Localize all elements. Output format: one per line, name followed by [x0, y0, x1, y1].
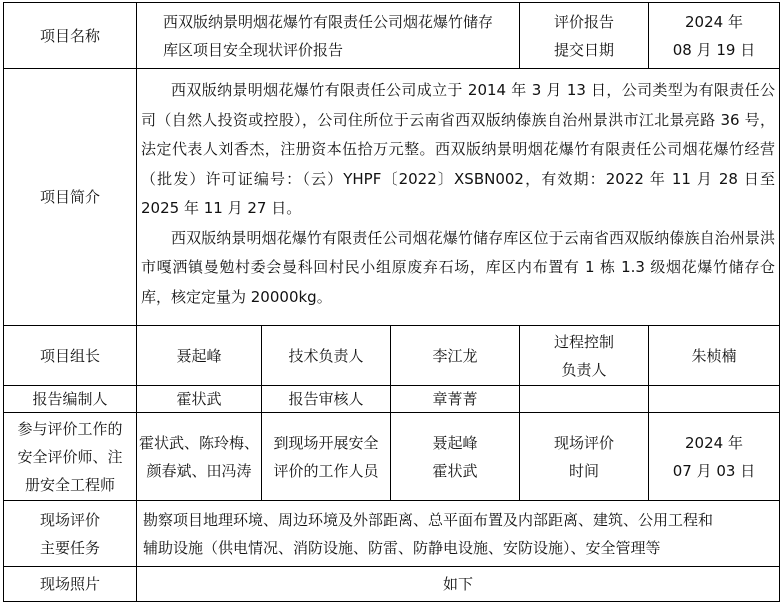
participants-label-line-2: 安全评价师、注: [17, 447, 123, 466]
team-leader-value: [137, 326, 262, 386]
tech-lead-name: 李江龙: [432, 346, 478, 365]
onsite-time-label: [520, 413, 649, 501]
project-name-value: [137, 3, 520, 69]
intro-paragraph-2: 西双版纳景明烟花爆竹有限责任公司烟花爆竹储存库区位于云南省西双版纳傣族自治州景洪市嘎洒镇曼勉村委会曼科回村民小组原废弃石场，库区内布置有 1 栋 1.3 级烟花爆竹储存仓库，核定定量为 20000kg。: [141, 228, 775, 306]
onsite-photos-value: [137, 567, 779, 601]
onsite-tasks-line-1: 勘察项目地理环境、周边环境及外部距离、总平面布置及内部距离、建筑、公用工程和: [143, 510, 714, 529]
onsite-time-year: 2024 年: [685, 433, 743, 452]
empty-cell-1: [520, 386, 649, 413]
evaluation-info-table: [3, 2, 780, 602]
report-reviewer-name: 章菁菁: [432, 390, 478, 408]
onsite-time-day: 07 月 03 日: [672, 461, 756, 480]
onsite-time-value: [649, 413, 779, 501]
report-reviewer-label-text: 报告审核人: [288, 390, 364, 408]
project-name-label-text: 项目名称: [39, 26, 100, 45]
onsite-tasks-label-line-2: 主要任务: [39, 538, 100, 557]
report-date-year: 2024 年: [685, 12, 743, 31]
report-reviewer-label: [262, 386, 391, 413]
project-intro-label-text: 项目简介: [39, 188, 100, 206]
team-leader-label-text: 项目组长: [39, 346, 100, 365]
report-author-label: [4, 386, 137, 413]
participants-line-2: 颜春斌、田冯涛: [146, 461, 252, 480]
project-name-line-2: 库区项目安全现状评价报告: [162, 40, 343, 59]
process-control-name: 朱桢楠: [691, 346, 737, 365]
report-author-label-text: 报告编制人: [32, 390, 108, 408]
participants-label-line-1: 参与评价工作的: [17, 419, 123, 438]
report-reviewer-value: [391, 386, 520, 413]
onsite-photos-text: 如下: [442, 575, 473, 593]
report-date-label-line-2: 提交日期: [553, 40, 614, 59]
report-date-label: [520, 3, 649, 69]
tech-lead-value: [391, 326, 520, 386]
onsite-photos-label: [4, 567, 137, 601]
team-leader-label: [4, 326, 137, 386]
process-control-label: [520, 326, 649, 386]
onsite-time-label-line-1: 现场评价: [553, 433, 614, 452]
participants-label: [4, 413, 137, 501]
onsite-photos-label-text: 现场照片: [39, 575, 100, 593]
onsite-staff-label-line-1: 到现场开展安全: [273, 433, 379, 452]
process-control-value: [649, 326, 779, 386]
team-leader-name: 聂起峰: [176, 346, 222, 365]
project-intro-body: [137, 69, 779, 326]
onsite-time-label-line-2: 时间: [568, 461, 599, 480]
tech-lead-label-text: 技术负责人: [288, 346, 364, 365]
participants-label-line-3: 册安全工程师: [24, 475, 115, 494]
onsite-tasks-value: [137, 501, 779, 567]
project-name-line-1: 西双版纳景明烟花爆竹有限责任公司烟花爆竹储存: [162, 12, 493, 31]
empty-cell-2: [649, 386, 779, 413]
onsite-staff-line-1: 聂起峰: [432, 433, 478, 452]
report-author-value: [137, 386, 262, 413]
onsite-tasks-line-2: 辅助设施（供电情况、消防设施、防雷、防静电设施、安防设施）、安全管理等: [143, 538, 661, 557]
participants-line-1: 霍状武、陈玲梅、: [138, 433, 259, 452]
report-date-value: [649, 3, 779, 69]
process-control-label-line-2: 负责人: [561, 360, 607, 379]
onsite-staff-label-line-2: 评价的工作人员: [273, 461, 379, 480]
report-date-day: 08 月 19 日: [672, 40, 756, 59]
onsite-tasks-label: [4, 501, 137, 567]
participants-value: [137, 413, 262, 501]
onsite-staff-value: [391, 413, 520, 501]
project-intro-label: [4, 69, 137, 326]
onsite-staff-label: [262, 413, 391, 501]
tech-lead-label: [262, 326, 391, 386]
report-author-name: 霍状武: [176, 390, 222, 408]
project-name-label: [4, 3, 137, 69]
onsite-tasks-label-line-1: 现场评价: [39, 510, 100, 529]
report-date-label-line-1: 评价报告: [553, 12, 614, 31]
intro-paragraph-1: 西双版纳景明烟花爆竹有限责任公司成立于 2014 年 3 月 13 日，公司类型为有限责任公司（自然人投资或控股），公司住所位于云南省西双版纳傣族自治州景洪市江北景亮路 36 号，法定代表人刘香杰，注册资本伍拾万元整。西双版纳景明烟花爆竹有限责任公司烟花爆竹经营（批发）许可证编号：（云）YHPF〔2022〕XSBN002，有效期：2022 年 11 月 28 日至 2025 年 11 月 27 日。: [141, 81, 775, 217]
onsite-staff-line-2: 霍状武: [432, 461, 478, 480]
process-control-label-line-1: 过程控制: [553, 332, 614, 351]
